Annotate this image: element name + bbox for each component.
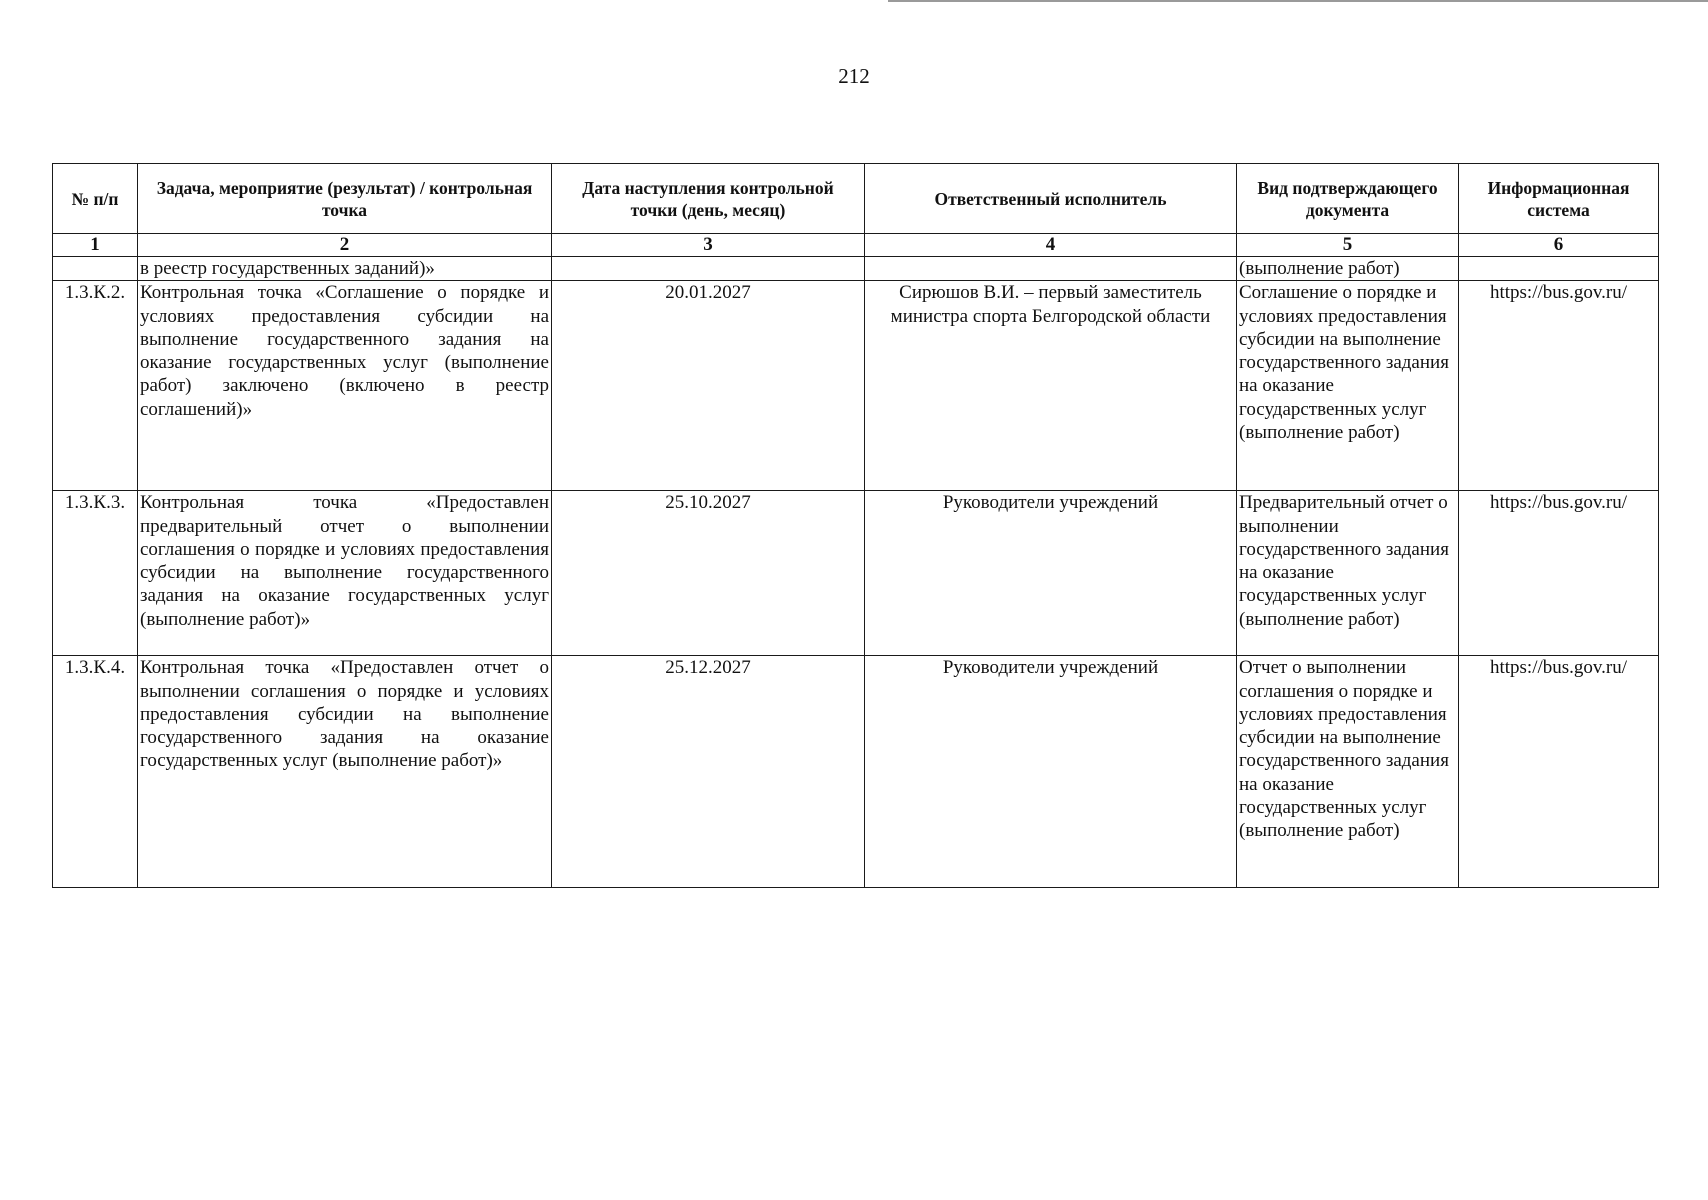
row-document: (выполнение работ) [1237, 257, 1459, 281]
scan-edge-line [888, 0, 1708, 2]
table-row [53, 656, 1659, 888]
row-system: https://bus.gov.ru/ [1459, 656, 1659, 888]
header-date: Дата наступления контрольной точки (день, месяц) [552, 164, 865, 234]
row-document: Отчет о выполнении соглашения о порядке и условиях предоставления субсидии на выполнение государственного задания на оказание государственных услуг (выполнение работ) [1237, 656, 1459, 888]
table-row [53, 491, 1659, 656]
table-header-row [53, 164, 1659, 234]
page-number: 212 [838, 64, 870, 88]
row-executor [865, 257, 1237, 281]
header-task: Задача, мероприятие (результат) / контрольная точка [138, 164, 552, 234]
row-date [552, 257, 865, 281]
control-points-table [52, 163, 1659, 888]
header-document: Вид подтверждающего документа [1237, 164, 1459, 234]
table-row [53, 281, 1659, 491]
column-numbers-row [53, 234, 1659, 257]
header-system: Информационная система [1459, 164, 1659, 234]
column-number: 4 [865, 234, 1237, 257]
row-executor: Руководители учреждений [865, 656, 1237, 888]
row-number: 1.3.К.4. [53, 656, 138, 888]
row-task: в реестр государственных заданий)» [138, 257, 552, 281]
row-executor: Сирюшов В.И. – первый заместитель министра спорта Белгородской области [865, 281, 1237, 491]
column-number: 2 [138, 234, 552, 257]
row-date: 20.01.2027 [552, 281, 865, 491]
table-row [53, 257, 1659, 281]
row-task: Контрольная точка «Предоставлен предварительный отчет о выполнении соглашения о порядке и условиях предоставления субсидии на выполнение государственного задания на оказание государственных услуг (выполнение работ)» [138, 491, 552, 656]
row-number: 1.3.К.3. [53, 491, 138, 656]
row-document: Соглашение о порядке и условиях предоставления субсидии на выполнение государственного задания на оказание государственных услуг (выполнение работ) [1237, 281, 1459, 491]
column-number: 5 [1237, 234, 1459, 257]
row-executor: Руководители учреждений [865, 491, 1237, 656]
row-system: https://bus.gov.ru/ [1459, 491, 1659, 656]
row-date: 25.12.2027 [552, 656, 865, 888]
column-number: 6 [1459, 234, 1659, 257]
row-task: Контрольная точка «Предоставлен отчет о выполнении соглашения о порядке и условиях предоставления субсидии на выполнение государственного задания на оказание государственных услуг (выполнение работ)» [138, 656, 552, 888]
header-executor: Ответственный исполнитель [865, 164, 1237, 234]
row-document: Предварительный отчет о выполнении государственного задания на оказание государственных услуг (выполнение работ) [1237, 491, 1459, 656]
row-number: 1.3.К.2. [53, 281, 138, 491]
header-number: № п/п [53, 164, 138, 234]
row-task: Контрольная точка «Соглашение о порядке и условиях предоставления субсидии на выполнение государственного задания на оказание государственных услуг (выполнение работ) заключено (включено в реестр соглашений)» [138, 281, 552, 491]
column-number: 3 [552, 234, 865, 257]
row-system: https://bus.gov.ru/ [1459, 281, 1659, 491]
row-system [1459, 257, 1659, 281]
row-number [53, 257, 138, 281]
row-date: 25.10.2027 [552, 491, 865, 656]
column-number: 1 [53, 234, 138, 257]
